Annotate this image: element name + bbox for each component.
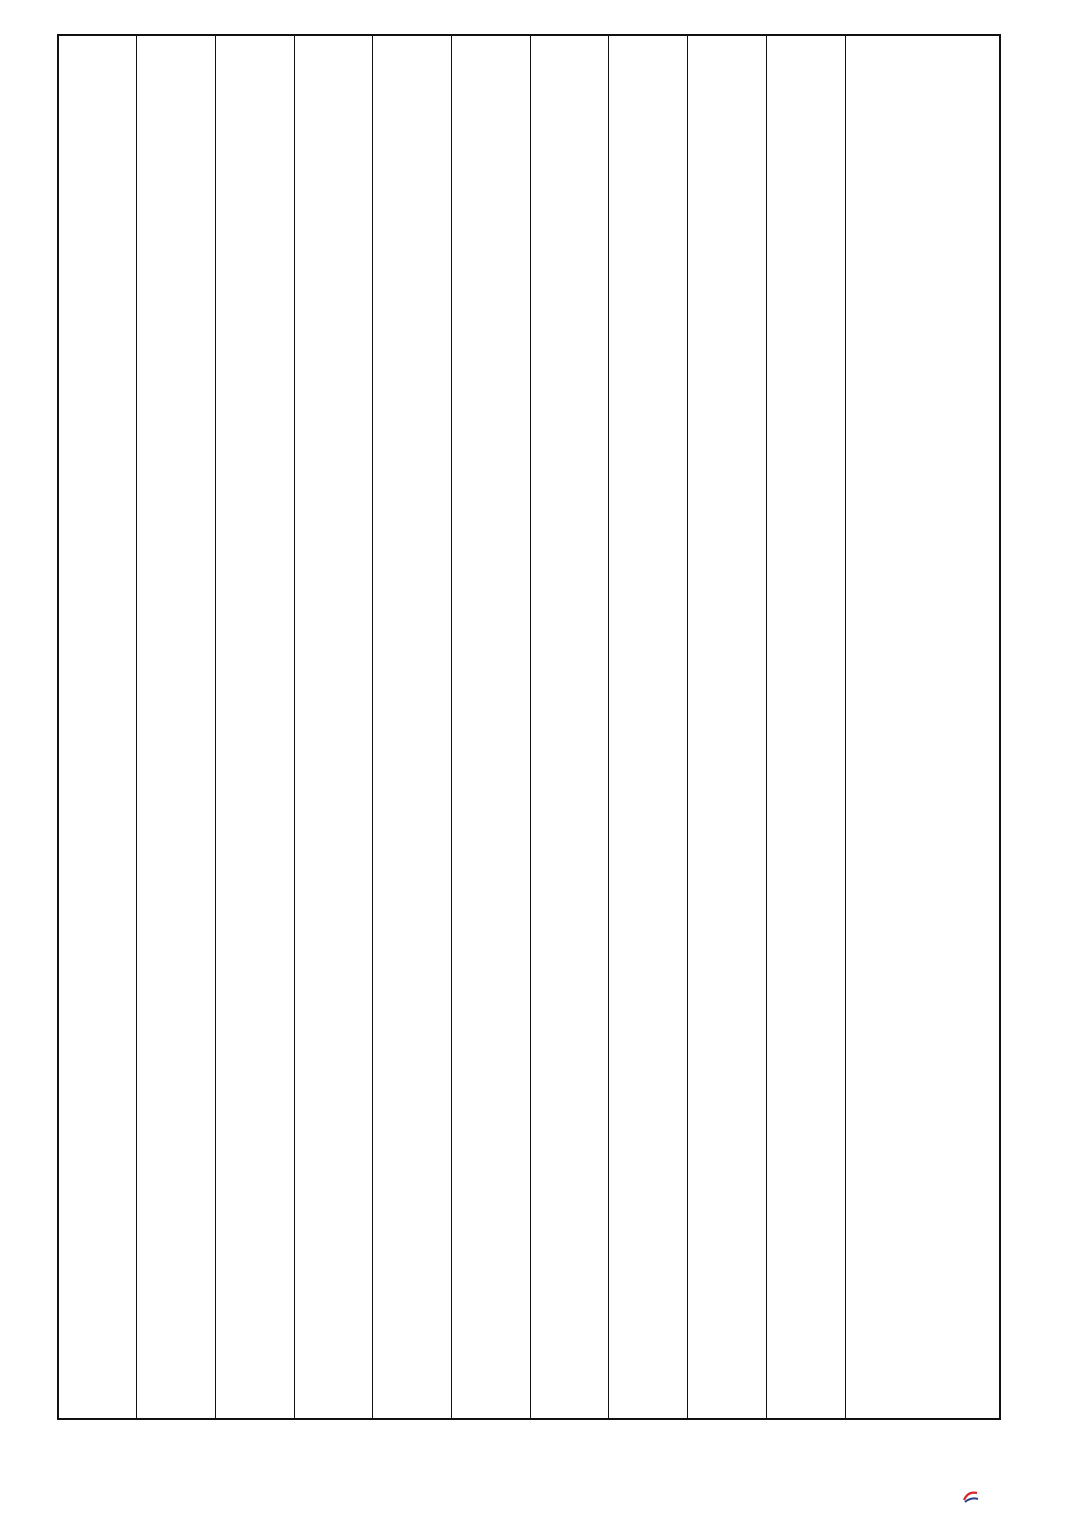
score-column [688, 36, 767, 1418]
score-frame [57, 34, 1001, 1420]
score-column [373, 36, 452, 1418]
score-column [216, 36, 295, 1418]
score-column [767, 36, 846, 1418]
score-column [137, 36, 216, 1418]
score-column [609, 36, 688, 1418]
score-column [846, 36, 925, 1418]
column-content [309, 92, 368, 172]
site-logo[interactable] [962, 1490, 982, 1504]
score-column [59, 36, 137, 1418]
score-column [531, 36, 609, 1418]
score-column [295, 36, 373, 1418]
site-logo-icon [962, 1490, 980, 1504]
score-column [452, 36, 531, 1418]
